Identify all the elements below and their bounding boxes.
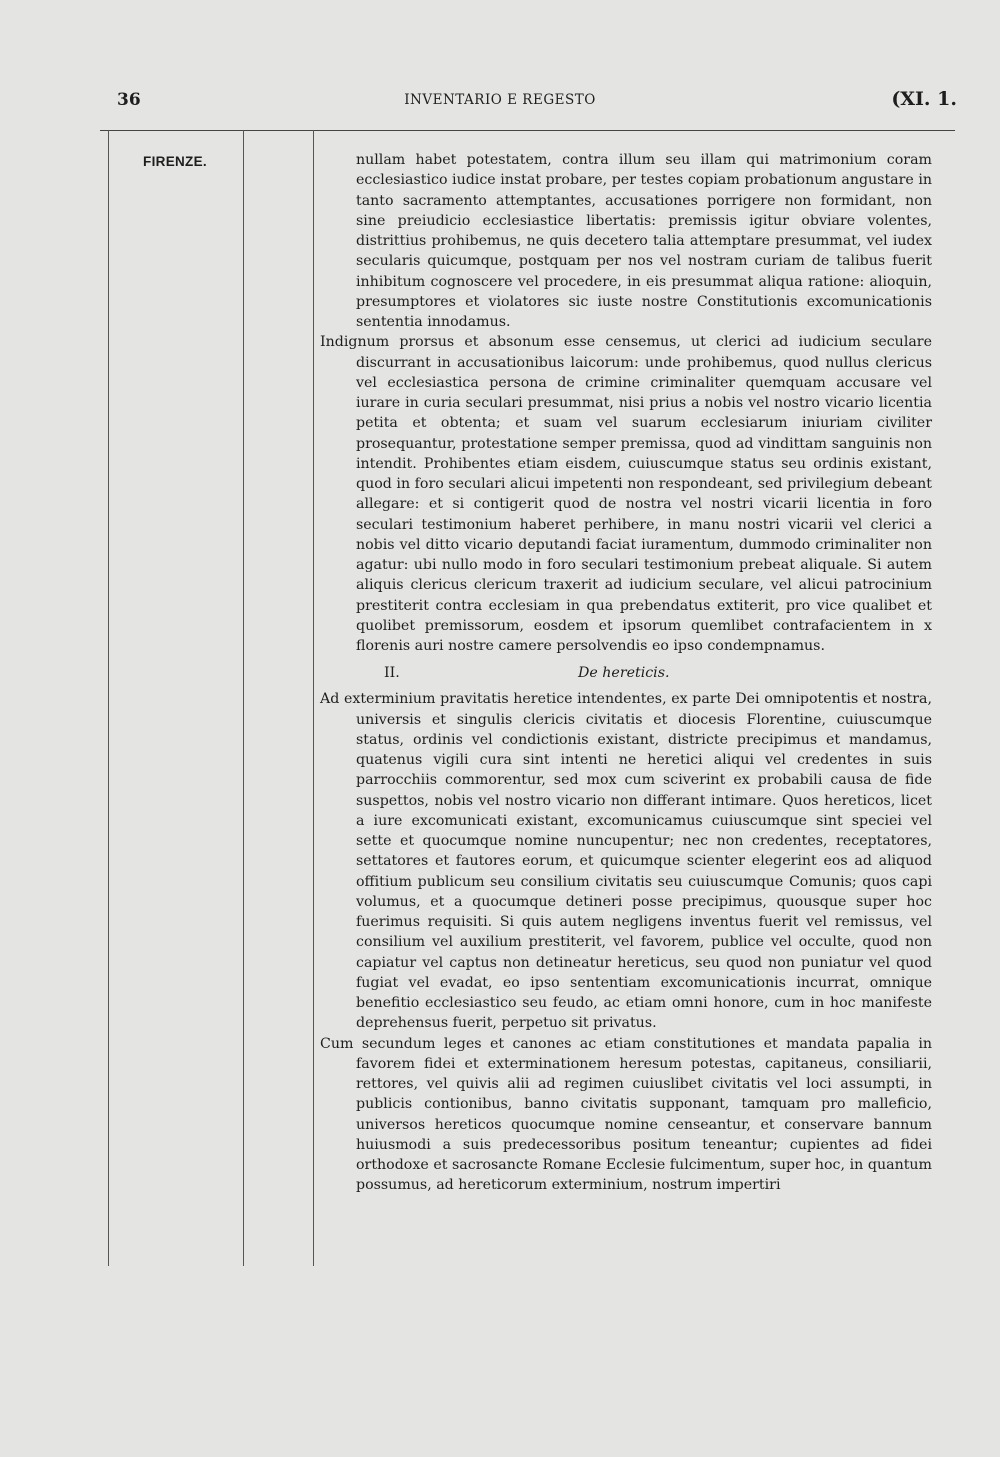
section-heading	[320, 660, 932, 687]
place-name: FIRENZE.	[143, 154, 207, 169]
column-rule	[243, 130, 244, 1266]
section-number: II.	[384, 665, 400, 682]
running-title: INVENTARIO E REGESTO	[404, 92, 596, 108]
top-rule	[100, 130, 955, 131]
page-number: 36	[117, 90, 141, 110]
column-rule	[313, 130, 314, 1266]
running-header	[0, 90, 1000, 114]
paragraph: Indignum prorsus et absonum esse censemus, ut clerici ad iudicium seculare discurrant in accusationibus laicorum: unde prohibemus, quod nullus clericus vel ecclesiastica persona de crimine criminaliter quemquam accusare vel iurare in curia seculari presummat, nisi prius a nobis vel nostro vicario licentia petita et obtenta; et suam vel suarum ecclesiarum iniuriam civiliter prosequantur, protestatione semper premissa, quod ad vindittam sanguinis non intendit. Prohibentes etiam eisdem, cuiuscumque status seu ordinis existant, quod in foro seculari alicui impetenti non respondeant, sed privilegium debeant allegare: et si contigerit quod de nostra vel nostri vicarii licentia in foro seculari testimonium haberet perhibere, in manu nostri vicarii vel clerici a nobis vel ditto vicario deputandi faciat iuramentum, dummodo criminaliter non agatur: ubi nullo modo in foro seculari testimonium prebeat aliquale. Si autem aliquis clericus clericum traxerit ad iudicium seculare, vel alicui patrocinium prestiterit contra ecclesiam in qua prebendatus extiterit, pro vice qualibet et quolibet premissorum, eosdem et ipsorum quemlibet contrafacientem in x florenis auri nostre camere persolvendis eo ipso condempnamus.	[320, 334, 932, 654]
section-title: De hereticis.	[578, 665, 670, 682]
column-rule	[108, 130, 109, 1266]
section-reference: (XI. 1.	[891, 88, 957, 110]
paragraph: Ad exterminium pravitatis heretice intendentes, ex parte Dei omnipotentis et nostra, universis et singulis clericis civitatis et diocesis Florentine, cuiuscumque status, ordinis vel condictionis existant, districte precipimus et mandamus, quatenus vigili cura sint intenti ne heretici aliqui vel credentes in suis parrocchiis commorentur, sed mox cum sciverint ex probabili causa de fide suspettos, nobis vel nostro vicario non differant intimare. Quos hereticos, licet a iure excomunicati existant, excomunicamus cuiuscumque sint speciei vel sette et quocumque nomine nuncupentur; nec non credentes, receptatores, settatores et fautores eorum, et quicumque scienter elegerint eos ad aliquod offitium publicum seu consilium civitatis seu cuiuscumque Comunis; quos capi volumus, et a quocumque detineri posse precipimus, quousque super hoc fuerimus requisiti. Si quis autem negligens inventus fuerit vel remissus, vel consilium vel auxilium prestiterit, vel favorem, publice vel occulte, quod non capiatur vel captus non detineatur hereticus, seu quod non puniatur vel quod fugiat vel evadat, eo ipso sententiam excomunicationis incurrat, omnique benefitio ecclesiastico seu feudo, ac etiam omni honore, cum in hoc manifeste deprehensus fuerit, perpetuo sit privatus.	[320, 691, 932, 1032]
main-text	[320, 150, 932, 1196]
paragraph: Cum secundum leges et canones ac etiam constitutiones et mandata papalia in favorem fidei et exterminationem heresum potestas, capitaneus, consiliarii, rettores, vel quivis alii ad regimen cuiuslibet civitatis vel loci assumpti, in publicis contionibus, banno civitatis supponant, tamquam pro malleficio, universos hereticos quocumque nomine censeantur, et conservare bannum huiusmodi a suis predecessoribus positum teneantur; cupientes ad fidei orthodoxe et sacrosancte Romane Ecclesie fulcimentum, super hoc, in quantum possumus, ad hereticorum exterminium, nostrum impertiri	[320, 1035, 932, 1194]
paragraph: nullam habet potestatem, contra illum seu illam qui matrimonium coram ecclesiastico iudice instat probare, per testes copiam probationum angustare in tanto sacramento attemptantes, accusationes porrigere non formidant, non sine preiudicio ecclesiastice libertatis: premissis igitur obviare volentes, distrittius prohibemus, ne quis decetero talia attemptare presummat, vel iudex secularis quicumque, postquam per nos vel nostram curiam de talibus fuerit inhibitum cognoscere vel procedere, in eis presummat aliqua ratione: alioquin, presumptores et violatores sic iuste nostre Constitutionis excomunicationis sententia innodamus.	[356, 152, 932, 330]
